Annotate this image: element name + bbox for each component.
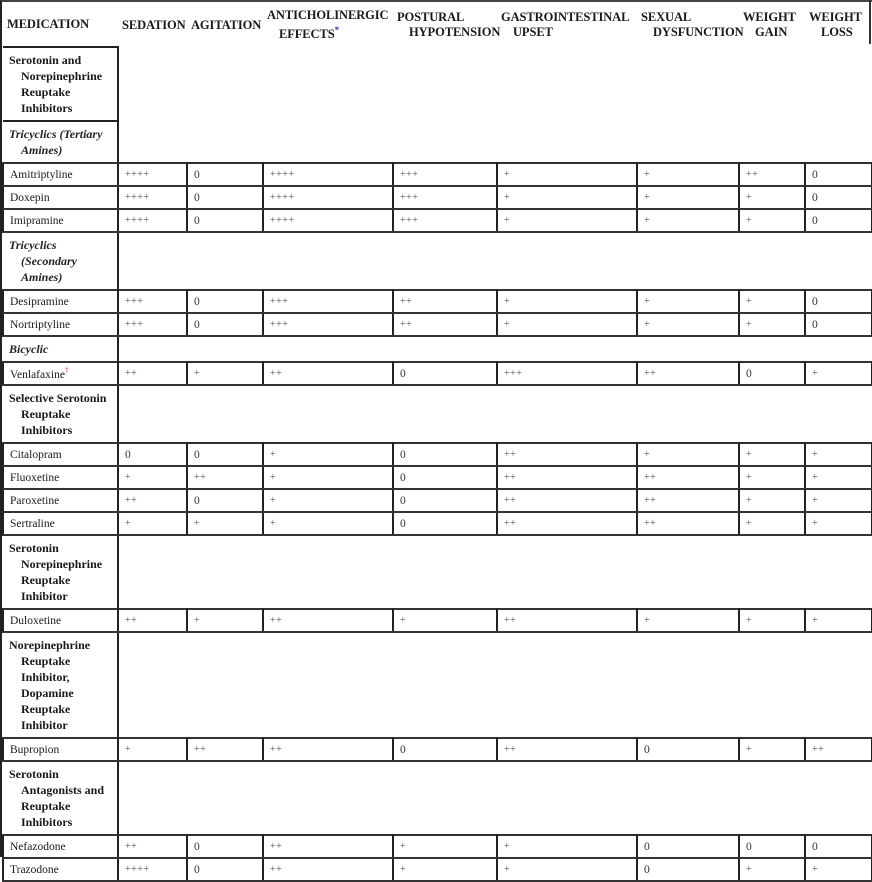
drug-name-cell [3, 186, 118, 209]
rating-cell-gi-upset: ++ [497, 489, 637, 512]
label-line: Reuptake [21, 654, 71, 668]
rating-cell-agitation: + [187, 512, 263, 535]
rating-cell-gi-upset: ++ [497, 443, 637, 466]
column-header-sexual-dysfunction [637, 2, 744, 47]
label-line: Reuptake [21, 799, 71, 813]
rating-cell-sedation: ++++ [118, 858, 187, 881]
drug-row [3, 489, 872, 512]
rating-cell-weight-loss: 0 [805, 313, 872, 336]
rating-cell-weight-gain: + [739, 186, 805, 209]
group-row-spacer [118, 761, 872, 835]
drug-name-cell [3, 512, 118, 535]
rating-cell-gi-upset: + [497, 290, 637, 313]
rating-cell-weight-gain: + [739, 512, 805, 535]
column-header-anticholinergic [263, 2, 393, 47]
drug-name-cell [3, 738, 118, 761]
drug-row [3, 609, 872, 632]
label-line: Serotonin and [9, 53, 82, 67]
rating-cell-sexual-dysfunction: 0 [637, 738, 739, 761]
group-row-spacer [118, 47, 872, 121]
column-header-agitation [187, 2, 263, 47]
rating-cell-anticholinergic: ++ [263, 362, 393, 385]
column-header-postural-hypotension [393, 2, 501, 47]
column-header-line1: POSTURAL [397, 10, 465, 24]
drug-class-label [3, 535, 118, 609]
rating-cell-sexual-dysfunction: ++ [637, 466, 739, 489]
drug-class-row [3, 761, 872, 835]
label-line: Dopamine [21, 686, 74, 700]
drug-subclass-label [3, 232, 118, 290]
drug-name-cell [3, 209, 118, 232]
drug-name-cell [3, 835, 118, 858]
rating-cell-anticholinergic: ++++ [263, 163, 393, 186]
column-header-weight-loss [805, 2, 872, 47]
rating-cell-weight-gain: + [739, 858, 805, 881]
rating-cell-sexual-dysfunction: + [637, 209, 739, 232]
rating-cell-sedation: ++++ [118, 209, 187, 232]
rating-cell-weight-loss: + [805, 466, 872, 489]
rating-cell-agitation: 0 [187, 489, 263, 512]
drug-subclass-label [3, 336, 118, 362]
column-header-line1: WEIGHT [743, 10, 796, 24]
drug-name: Citalopram [10, 448, 62, 461]
rating-cell-sexual-dysfunction: 0 [637, 858, 739, 881]
column-header-sedation [118, 2, 187, 47]
drug-row [3, 290, 872, 313]
rating-cell-weight-loss: + [805, 858, 872, 881]
rating-cell-anticholinergic: ++ [263, 858, 393, 881]
rating-cell-weight-loss: 0 [805, 835, 872, 858]
label-line: Norepinephrine [21, 69, 103, 83]
label-line: Serotonin [9, 767, 59, 781]
drug-class-label [3, 632, 118, 738]
rating-cell-gi-upset: + [497, 163, 637, 186]
rating-cell-agitation: + [187, 609, 263, 632]
rating-cell-postural-hypotension: +++ [393, 163, 497, 186]
drug-name-cell [3, 313, 118, 336]
group-row-spacer [118, 535, 872, 609]
label-line: Selective Serotonin [9, 391, 107, 405]
rating-cell-postural-hypotension: 0 [393, 466, 497, 489]
rating-cell-gi-upset: ++ [497, 609, 637, 632]
drug-subclass-row [3, 232, 872, 290]
label-line: Inhibitor [21, 589, 68, 603]
label-line: Bicyclic [9, 342, 49, 356]
rating-cell-weight-loss: + [805, 362, 872, 385]
rating-cell-gi-upset: + [497, 313, 637, 336]
column-header-line2 [267, 23, 389, 42]
rating-cell-agitation: 0 [187, 835, 263, 858]
rating-cell-weight-gain: 0 [739, 362, 805, 385]
column-header-line1: SEXUAL [641, 10, 692, 24]
rating-cell-weight-loss: ++ [805, 738, 872, 761]
drug-subclass-row [3, 121, 872, 163]
drug-name: Paroxetine [10, 494, 60, 507]
column-header-line1: SEDATION [122, 17, 186, 32]
drug-name-cell [3, 163, 118, 186]
drug-class-row [3, 632, 872, 738]
label-line: Reuptake [21, 407, 71, 421]
rating-cell-weight-loss: 0 [805, 186, 872, 209]
drug-row [3, 209, 872, 232]
rating-cell-sedation: +++ [118, 290, 187, 313]
rating-cell-sedation: +++ [118, 313, 187, 336]
column-header-line1: ANTICHOLINERGIC [267, 7, 389, 22]
rating-cell-gi-upset: +++ [497, 362, 637, 385]
label-line: Norepinephrine [21, 557, 103, 571]
drug-row [3, 362, 872, 385]
rating-cell-weight-gain: + [739, 313, 805, 336]
rating-cell-sedation: ++++ [118, 186, 187, 209]
rating-cell-sexual-dysfunction: + [637, 609, 739, 632]
drug-class-label [3, 385, 118, 443]
rating-cell-postural-hypotension: 0 [393, 738, 497, 761]
drug-name: Doxepin [10, 191, 50, 204]
rating-cell-weight-loss: + [805, 489, 872, 512]
drug-subclass-label [3, 121, 118, 163]
rating-cell-sexual-dysfunction: + [637, 186, 739, 209]
rating-cell-sexual-dysfunction: ++ [637, 512, 739, 535]
rating-cell-gi-upset: ++ [497, 738, 637, 761]
rating-cell-gi-upset: + [497, 209, 637, 232]
label-line: Inhibitors [21, 423, 73, 437]
rating-cell-agitation: 0 [187, 858, 263, 881]
drug-row [3, 186, 872, 209]
column-header-line1: MEDICATION [7, 17, 90, 31]
rating-cell-weight-gain: + [739, 738, 805, 761]
rating-cell-sedation: 0 [118, 443, 187, 466]
drug-name-cell [3, 609, 118, 632]
rating-cell-agitation: ++ [187, 466, 263, 489]
rating-cell-sedation: ++ [118, 609, 187, 632]
column-header-line2-text: DYSFUNCTION [653, 25, 744, 39]
column-header-line2 [809, 25, 868, 40]
rating-cell-weight-gain: + [739, 489, 805, 512]
drug-name-cell [3, 858, 118, 881]
rating-cell-anticholinergic: + [263, 489, 393, 512]
label-line: Inhibitors [21, 815, 73, 829]
drug-name: Sertraline [10, 517, 55, 530]
group-row-spacer [118, 632, 872, 738]
drug-name-cell [3, 362, 118, 385]
column-header-line1: AGITATION [191, 17, 262, 32]
drug-name: Nefazodone [10, 840, 66, 853]
column-header-weight-gain [739, 2, 805, 47]
rating-cell-weight-gain: + [739, 209, 805, 232]
column-header-line2 [501, 25, 633, 40]
rating-cell-sexual-dysfunction: 0 [637, 835, 739, 858]
drug-name-cell [3, 290, 118, 313]
rating-cell-weight-gain: ++ [739, 163, 805, 186]
rating-cell-weight-loss: 0 [805, 163, 872, 186]
drug-name: Trazodone [10, 863, 59, 876]
drug-name-cell [3, 489, 118, 512]
label-line: Reuptake [21, 85, 71, 99]
column-header-line1: WEIGHT [809, 10, 862, 24]
column-header-line2-text: EFFECTS [279, 27, 335, 42]
rating-cell-weight-gain: 0 [739, 835, 805, 858]
rating-cell-postural-hypotension: 0 [393, 443, 497, 466]
rating-cell-agitation: + [187, 362, 263, 385]
rating-cell-sedation: + [118, 466, 187, 489]
rating-cell-sedation: ++ [118, 362, 187, 385]
column-header-medication [3, 2, 118, 47]
rating-cell-sexual-dysfunction: + [637, 290, 739, 313]
label-line: Inhibitors [21, 101, 73, 115]
drug-name: Venlafaxine [10, 368, 65, 381]
drug-name: Bupropion [10, 743, 60, 756]
drug-row [3, 443, 872, 466]
rating-cell-weight-loss: + [805, 609, 872, 632]
rating-cell-gi-upset: ++ [497, 512, 637, 535]
rating-cell-postural-hypotension: 0 [393, 512, 497, 535]
rating-cell-gi-upset: + [497, 858, 637, 881]
rating-cell-postural-hypotension: 0 [393, 362, 497, 385]
drug-name: Duloxetine [10, 614, 62, 627]
rating-cell-gi-upset: + [497, 186, 637, 209]
drug-name-cell [3, 466, 118, 489]
rating-cell-sedation: + [118, 512, 187, 535]
column-header-line2-text: GAIN [755, 25, 788, 39]
header-row [3, 2, 872, 47]
rating-cell-anticholinergic: ++ [263, 835, 393, 858]
label-line: Tricyclics [9, 238, 57, 252]
label-line: Inhibitor, [21, 670, 70, 684]
label-line: Antagonists and [21, 783, 105, 797]
column-header-line1: GASTROINTESTINAL [501, 10, 630, 24]
rating-cell-weight-gain: + [739, 609, 805, 632]
rating-cell-agitation: 0 [187, 290, 263, 313]
label-line: Amines) [21, 143, 63, 157]
rating-cell-anticholinergic: +++ [263, 313, 393, 336]
column-header-line2-text: LOSS [821, 25, 853, 39]
rating-cell-sedation: ++ [118, 835, 187, 858]
rating-cell-gi-upset: ++ [497, 466, 637, 489]
rating-cell-weight-loss: + [805, 512, 872, 535]
rating-cell-agitation: 0 [187, 209, 263, 232]
rating-cell-postural-hypotension: + [393, 835, 497, 858]
drug-row [3, 512, 872, 535]
rating-cell-anticholinergic: +++ [263, 290, 393, 313]
drug-name: Imipramine [10, 214, 64, 227]
rating-cell-postural-hypotension: 0 [393, 489, 497, 512]
rating-cell-sexual-dysfunction: + [637, 313, 739, 336]
drug-row [3, 313, 872, 336]
rating-cell-weight-gain: + [739, 443, 805, 466]
rating-cell-weight-loss: + [805, 443, 872, 466]
rating-cell-anticholinergic: ++ [263, 738, 393, 761]
drug-class-row [3, 47, 872, 121]
rating-cell-anticholinergic: ++ [263, 609, 393, 632]
rating-cell-anticholinergic: ++++ [263, 186, 393, 209]
label-line: Inhibitor [21, 718, 68, 732]
rating-cell-sedation: ++++ [118, 163, 187, 186]
rating-cell-anticholinergic: + [263, 443, 393, 466]
label-line: Amines) [21, 270, 63, 284]
rating-cell-anticholinergic: + [263, 512, 393, 535]
drug-subclass-row [3, 336, 872, 362]
column-header-line2 [743, 25, 801, 40]
column-header-line2-text: HYPOTENSION [409, 25, 501, 39]
group-row-spacer [118, 121, 872, 163]
label-line: Tricyclics (Tertiary [9, 127, 103, 141]
antidepressant-side-effects-table [2, 2, 872, 882]
label-line: Norepinephrine [9, 638, 91, 652]
table-body [3, 47, 872, 881]
label-line: Serotonin [9, 541, 59, 555]
drug-name: Nortriptyline [10, 318, 71, 331]
drug-name: Fluoxetine [10, 471, 60, 484]
rating-cell-sedation: ++ [118, 489, 187, 512]
rating-cell-sedation: + [118, 738, 187, 761]
label-line: Reuptake [21, 573, 71, 587]
column-header-line2-text: UPSET [513, 25, 553, 39]
rating-cell-postural-hypotension: + [393, 858, 497, 881]
group-row-spacer [118, 232, 872, 290]
rating-cell-weight-gain: + [739, 290, 805, 313]
rating-cell-anticholinergic: ++++ [263, 209, 393, 232]
rating-cell-anticholinergic: + [263, 466, 393, 489]
rating-cell-weight-loss: 0 [805, 209, 872, 232]
rating-cell-sexual-dysfunction: + [637, 163, 739, 186]
rating-cell-sexual-dysfunction: ++ [637, 489, 739, 512]
rating-cell-agitation: ++ [187, 738, 263, 761]
rating-cell-agitation: 0 [187, 163, 263, 186]
column-header-line2 [641, 25, 744, 40]
rating-cell-weight-gain: + [739, 466, 805, 489]
drug-class-label [3, 761, 118, 835]
drug-class-label [3, 47, 118, 121]
drug-row [3, 858, 872, 881]
label-line: (Secondary [21, 254, 77, 268]
drug-row [3, 163, 872, 186]
rating-cell-postural-hypotension: ++ [393, 290, 497, 313]
footnote-marker[interactable]: † [64, 366, 69, 376]
drug-class-row [3, 385, 872, 443]
footnote-marker[interactable]: * [334, 24, 339, 35]
rating-cell-agitation: 0 [187, 443, 263, 466]
rating-cell-agitation: 0 [187, 186, 263, 209]
column-header-gi-upset [497, 2, 637, 47]
drug-class-row [3, 535, 872, 609]
drug-name: Amitriptyline [10, 168, 73, 181]
rating-cell-weight-loss: 0 [805, 290, 872, 313]
drug-name: Desipramine [10, 295, 69, 308]
label-line: Reuptake [21, 702, 71, 716]
column-header-line2 [397, 25, 501, 40]
group-row-spacer [118, 385, 872, 443]
rating-cell-postural-hypotension: +++ [393, 186, 497, 209]
drug-row [3, 835, 872, 858]
rating-cell-postural-hypotension: + [393, 609, 497, 632]
drug-row [3, 738, 872, 761]
drug-name-cell [3, 443, 118, 466]
rating-cell-agitation: 0 [187, 313, 263, 336]
rating-cell-gi-upset: + [497, 835, 637, 858]
rating-cell-postural-hypotension: ++ [393, 313, 497, 336]
drug-row [3, 466, 872, 489]
rating-cell-sexual-dysfunction: ++ [637, 362, 739, 385]
group-row-spacer [118, 336, 872, 362]
rating-cell-postural-hypotension: +++ [393, 209, 497, 232]
rating-cell-sexual-dysfunction: + [637, 443, 739, 466]
